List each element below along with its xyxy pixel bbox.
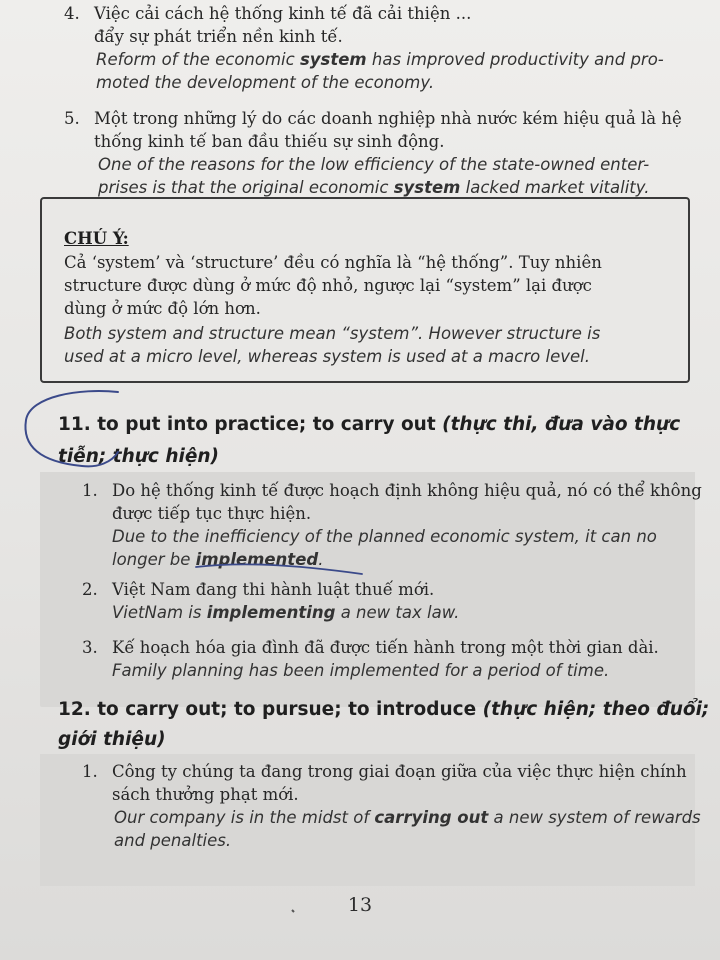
vietnamese-sentence: Công ty chúng ta đang trong giai đoạn giữa của việc thực hiện chính bbox=[112, 762, 687, 781]
vietnamese-sentence: Việt Nam đang thi hành luật thuế mới. bbox=[112, 580, 435, 599]
vietnamese-sentence: Một trong những lý do các doanh nghiệp nhà nước kém hiệu quả là hệ bbox=[94, 109, 682, 128]
item-number: 1. bbox=[82, 481, 98, 500]
item-number: 1. bbox=[82, 762, 98, 781]
section-12-heading: 12. to carry out; to pursue; to introduce (thực hiện; theo đuổi; bbox=[58, 699, 710, 720]
note-title: CHÚ Ý: bbox=[64, 229, 129, 248]
note-english-line-2: used at a micro level, whereas system is used at a macro level. bbox=[64, 347, 590, 366]
english-translation-cont: and penalties. bbox=[114, 831, 232, 850]
vietnamese-sentence-cont: sách thưởng phạt mới. bbox=[112, 785, 299, 804]
note-vietnamese-line-3: dùng ở mức độ lớn hơn. bbox=[64, 299, 261, 318]
vietnamese-sentence-cont: được tiếp tục thực hiện. bbox=[112, 504, 312, 523]
pen-dot-mark bbox=[292, 910, 294, 912]
vietnamese-sentence: Kế hoạch hóa gia đình đã được tiến hành trong một thời gian dài. bbox=[112, 638, 659, 657]
english-translation: Reform of the economic system has improved productivity and pro- bbox=[96, 50, 664, 69]
english-translation-cont: prises is that the original economic system lacked market vitality. bbox=[98, 178, 650, 197]
english-translation: Due to the inefficiency of the planned economic system, it can no bbox=[112, 527, 657, 546]
note-english-line-1: Both system and structure mean “system”. However structure is bbox=[64, 324, 601, 343]
pen-underline-mark bbox=[196, 564, 362, 574]
english-translation: Family planning has been implemented for a period of time. bbox=[112, 661, 610, 680]
vietnamese-sentence-cont: đẩy sự phát triển nền kinh tế. bbox=[94, 27, 343, 46]
section-12-heading-cont: giới thiệu) bbox=[58, 729, 166, 750]
section-11-heading-cont: tiễn; thực hiện) bbox=[58, 446, 220, 467]
item-number: 3. bbox=[82, 638, 98, 657]
section-11-heading: 11. to put into practice; to carry out (thực thi, đưa vào thực bbox=[58, 414, 681, 435]
english-translation: One of the reasons for the low efficiency of the state-owned enter- bbox=[98, 155, 650, 174]
english-translation-cont: moted the development of the economy. bbox=[96, 73, 435, 92]
vietnamese-sentence: Việc cải cách hệ thống kinh tế đã cải thiện ... bbox=[94, 4, 472, 23]
vietnamese-sentence: Do hệ thống kinh tế được hoạch định không hiệu quả, nó có thể không bbox=[112, 481, 702, 500]
pen-circle-mark bbox=[25, 391, 118, 466]
vietnamese-sentence-cont: thống kinh tế ban đầu thiếu sự sinh động. bbox=[94, 132, 445, 151]
item-number: 2. bbox=[82, 580, 98, 599]
item-number: 4. bbox=[64, 4, 80, 23]
note-vietnamese-line-2: structure được dùng ở mức độ nhỏ, ngược lại “system” lại được bbox=[64, 276, 592, 295]
english-translation: Our company is in the midst of carrying out a new system of rewards bbox=[114, 808, 701, 827]
item-number: 5. bbox=[64, 109, 80, 128]
page-number: 13 bbox=[347, 894, 373, 916]
english-translation: VietNam is implementing a new tax law. bbox=[112, 603, 460, 622]
note-vietnamese-line-1: Cả ‘system’ và ‘structure’ đều có nghĩa là “hệ thống”. Tuy nhiên bbox=[64, 253, 602, 272]
english-translation-cont: longer be implemented. bbox=[112, 550, 324, 569]
